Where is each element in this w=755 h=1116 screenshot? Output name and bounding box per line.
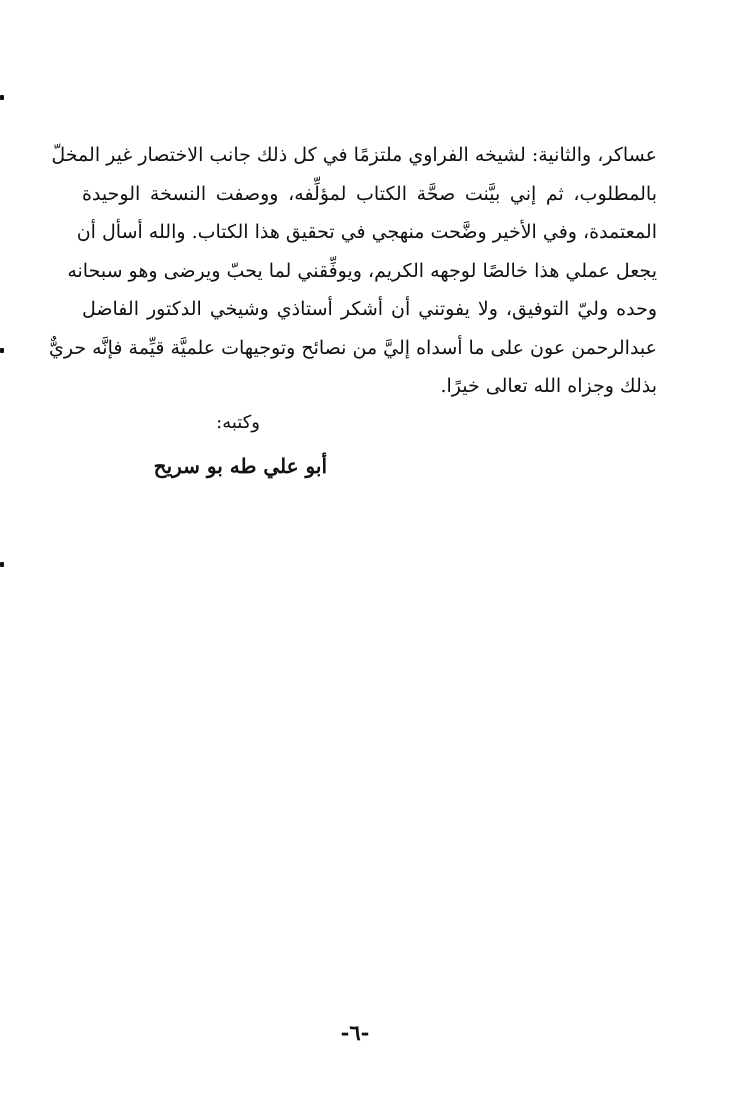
margin-mark [0, 562, 4, 567]
body-paragraph [48, 136, 657, 406]
margin-mark [0, 95, 4, 100]
margin-mark [0, 348, 4, 353]
paragraph-line: المعتمدة، وفي الأخير وضَّحت منهجي في تحقيق هذا الكتاب. والله أسأل أن [76, 221, 657, 243]
paragraph-line: يجعل عملي هذا خالصًا لوجهه الكريم، ويوفِّقني لما يحبّ ويرضى وهو سبحانه [67, 259, 657, 282]
paragraph-line: عبدالرحمن عون على ما أسداه إليَّ من نصائح وتوجيهات علميَّة قيِّمة فإنَّه حريٌّ [48, 336, 657, 359]
author-signature-name: أبو علي طه بو سريح [153, 454, 327, 478]
paragraph-line: وحده وليّ التوفيق، ولا يفوتني أن أشكر أستاذي وشيخي الدكتور الفاضل [82, 298, 657, 320]
page-number: -٦- [340, 1020, 370, 1045]
paragraph-line: عساكر، والثانية: لشيخه الفراوي ملتزمًا في كل ذلك جانب الاختصار غير المخلّ [51, 144, 657, 166]
signature-label: وكتبه: [216, 412, 260, 433]
paragraph-line: بذلك وجزاه الله تعالى خيرًا. [440, 375, 657, 397]
paragraph-line: بالمطلوب، ثم إني بيَّنت صحَّة الكتاب لمؤلِّفه، ووصفت النسخة الوحيدة [82, 182, 657, 205]
